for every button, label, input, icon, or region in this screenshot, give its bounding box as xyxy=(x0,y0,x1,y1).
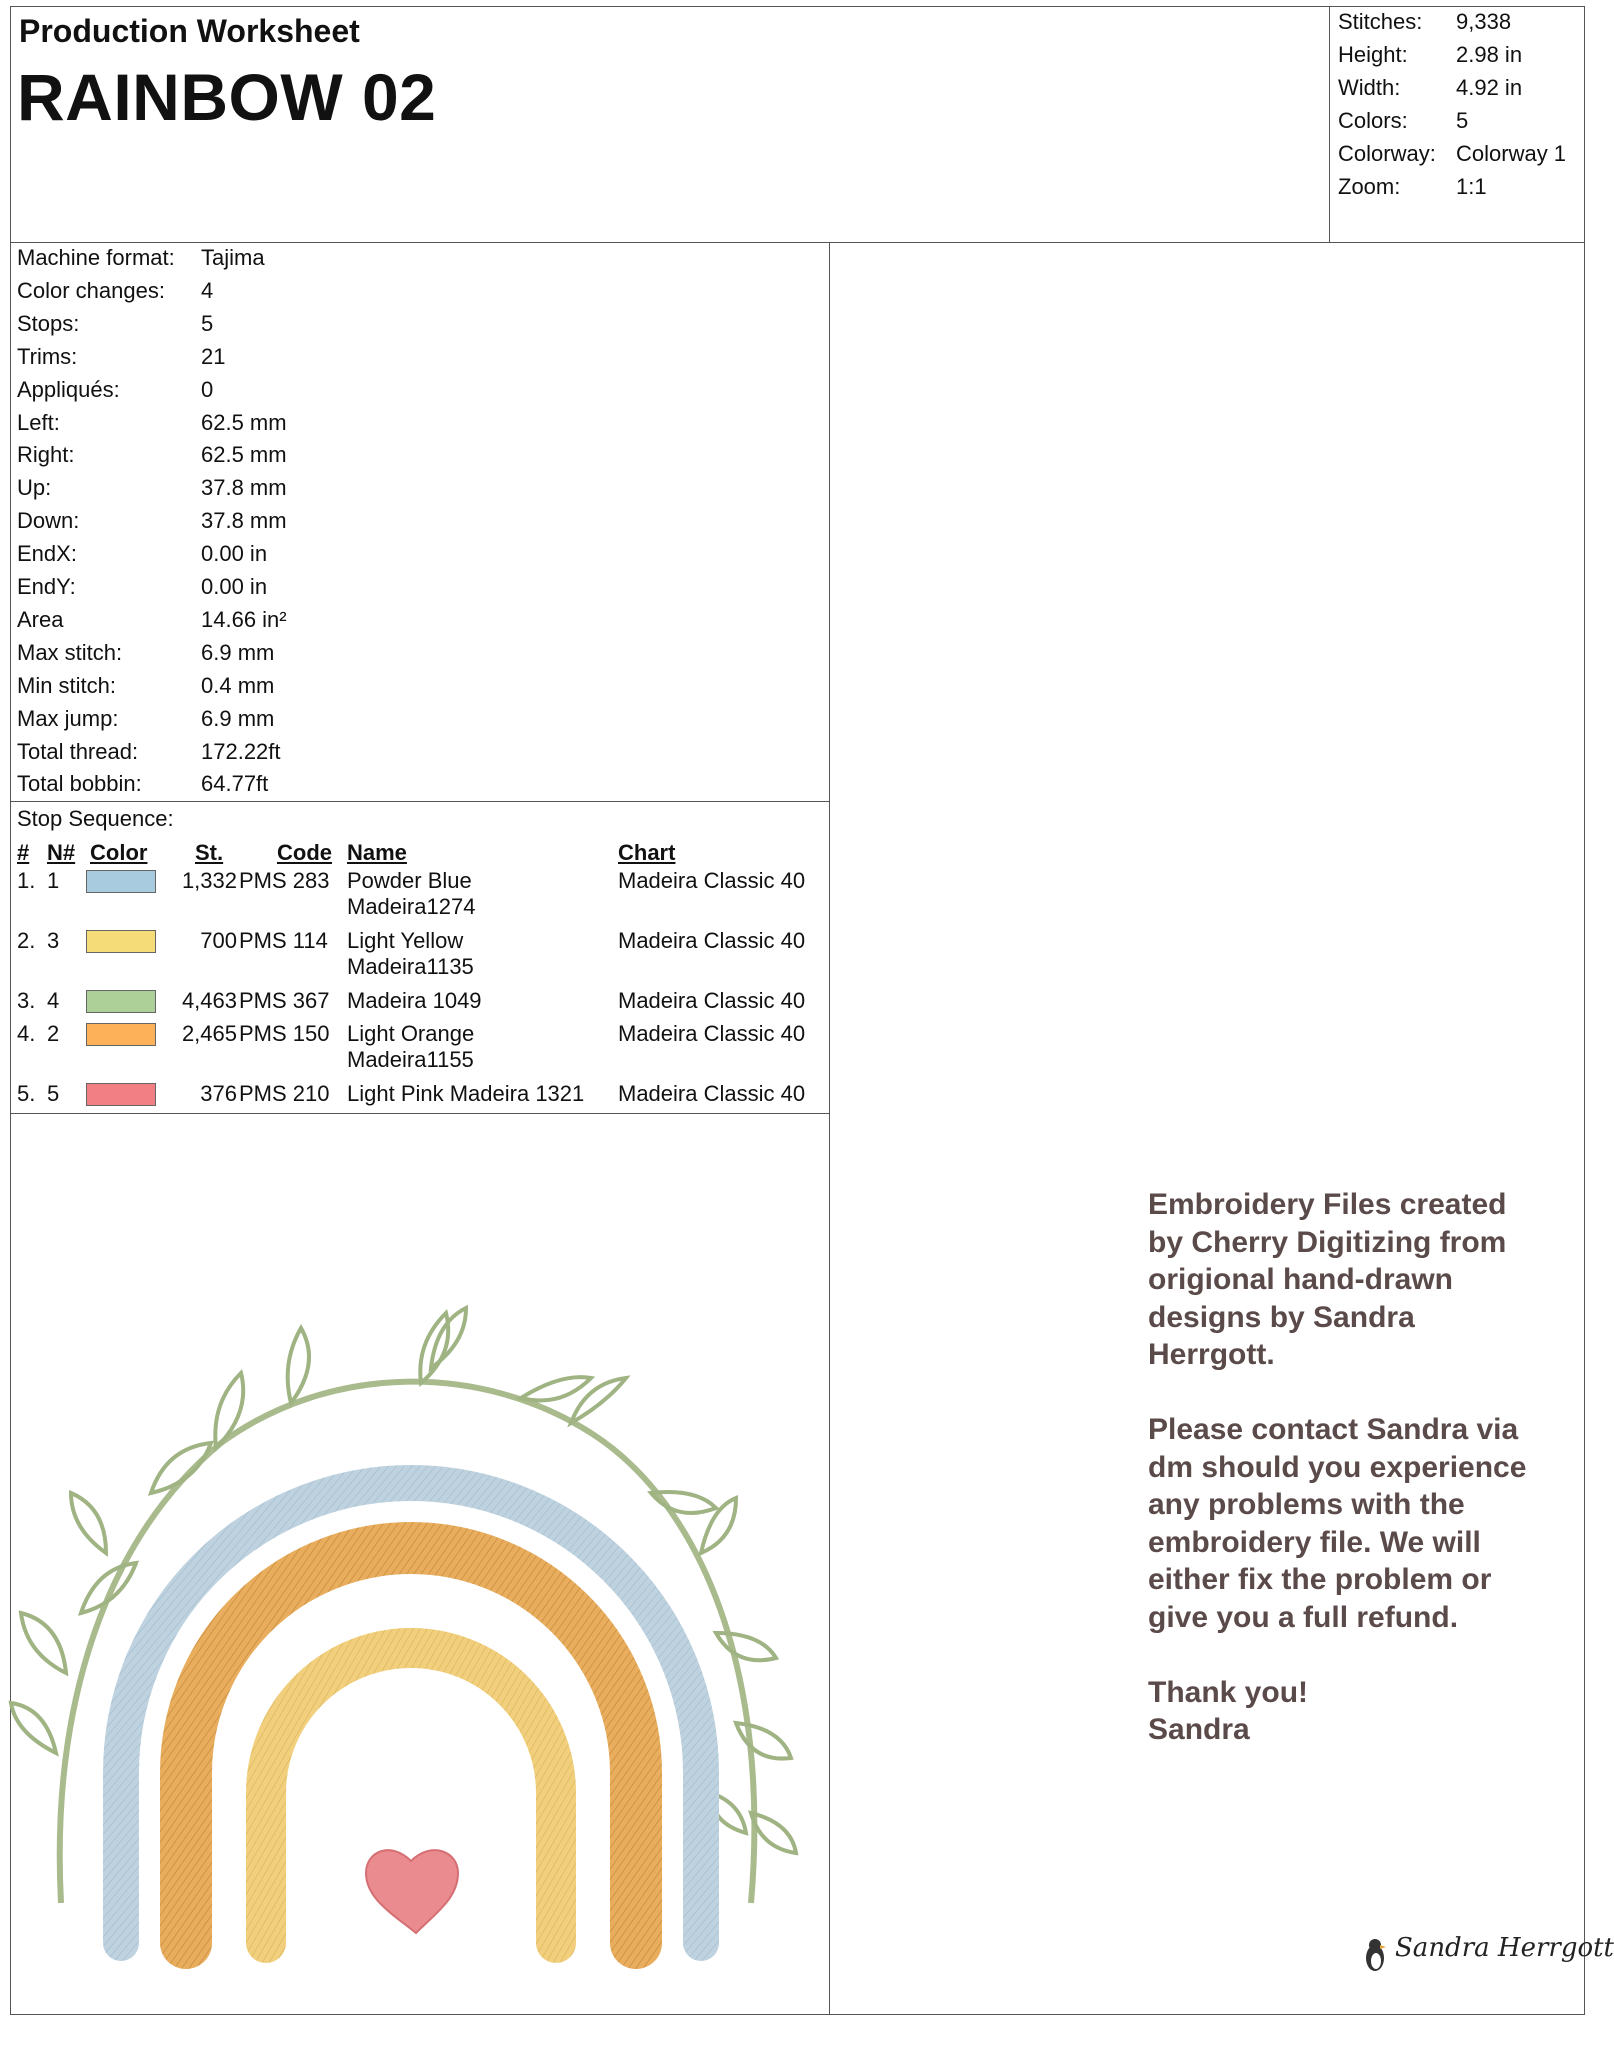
info-label: Right: xyxy=(17,442,75,468)
note-line: Sandra xyxy=(1148,1713,1250,1746)
info-value: 172.22ft xyxy=(201,738,281,764)
info-value: 0.00 in xyxy=(201,574,268,599)
info-label: Total thread: xyxy=(17,738,139,764)
info-row xyxy=(17,343,226,370)
row-name: Madeira 1049 xyxy=(347,988,482,1013)
note-line: Thank you! xyxy=(1148,1675,1309,1709)
design-name: RAINBOW 02 xyxy=(17,60,437,134)
color-swatch xyxy=(86,930,156,953)
note-line: either fix the problem or xyxy=(1148,1563,1492,1596)
info-label: EndY: xyxy=(17,574,76,599)
info-value: 21 xyxy=(201,343,226,369)
machine-info-panel xyxy=(10,242,830,2015)
col-header-stitches: St. xyxy=(195,840,224,865)
notes-panel xyxy=(829,242,1614,2015)
row-number: 4. xyxy=(17,1021,36,1046)
row-number: 5. xyxy=(17,1081,36,1106)
color-swatch xyxy=(86,1083,156,1106)
row-stitches: 700 xyxy=(200,928,237,953)
info-value: 0 xyxy=(201,376,214,402)
info-row xyxy=(17,738,281,765)
info-label: Max stitch: xyxy=(17,639,123,665)
row-stitches: 1,332 xyxy=(181,868,237,893)
col-header-code: Code xyxy=(277,840,332,865)
info-row xyxy=(17,639,275,666)
info-row xyxy=(17,508,287,534)
info-label: Color changes: xyxy=(17,277,165,303)
row-chart: Madeira Classic 40 xyxy=(618,928,806,953)
info-row xyxy=(17,442,287,468)
row-name: Light Pink Madeira 1321 xyxy=(347,1081,585,1106)
row-chart: Madeira Classic 40 xyxy=(618,1021,806,1046)
stat-colorway: Colorway: Colorway 1 xyxy=(1338,141,1567,166)
row-code: PMS 210 xyxy=(239,1081,330,1106)
info-row xyxy=(17,606,287,633)
info-row xyxy=(17,310,214,337)
note-line: Embroidery Files created xyxy=(1148,1188,1507,1221)
row-name: Light Yellow xyxy=(347,928,464,953)
row-number: 1. xyxy=(17,868,36,893)
info-row xyxy=(17,245,265,271)
info-value: 6.9 mm xyxy=(201,639,275,665)
note-line: Herrgott. xyxy=(1148,1338,1275,1371)
row-stitches: 2,465 xyxy=(181,1021,237,1046)
info-label: Left: xyxy=(17,409,60,435)
row-chart: Madeira Classic 40 xyxy=(618,988,806,1013)
info-row xyxy=(17,705,275,732)
row-code: PMS 150 xyxy=(239,1021,330,1046)
row-needle: 3 xyxy=(47,928,60,953)
col-header-chart: Chart xyxy=(618,840,676,865)
color-swatch xyxy=(86,990,156,1013)
row-stitches: 376 xyxy=(200,1081,237,1106)
row-name: Powder Blue xyxy=(347,868,472,893)
info-label: Appliqués: xyxy=(17,376,120,402)
note-line: give you a full refund. xyxy=(1148,1600,1459,1634)
row-name-line2: Madeira1274 xyxy=(347,894,476,919)
row-name-line2: Madeira1135 xyxy=(347,954,474,979)
row-needle: 5 xyxy=(47,1081,60,1106)
section-divider xyxy=(11,801,829,802)
signature-logo xyxy=(1360,1923,1614,1983)
color-swatch xyxy=(86,870,156,893)
info-value: 37.8 mm xyxy=(201,475,287,501)
note-line: embroidery file. We will xyxy=(1148,1525,1481,1559)
design-stats xyxy=(1329,6,1585,243)
row-needle: 1 xyxy=(47,868,60,893)
note-line: origional hand-drawn xyxy=(1148,1263,1453,1296)
info-value: 6.9 mm xyxy=(201,705,275,731)
row-needle: 2 xyxy=(47,1021,60,1046)
col-header-color: Color xyxy=(90,840,148,865)
info-value: 62.5 mm xyxy=(201,409,287,435)
color-swatch xyxy=(86,1023,156,1046)
info-value: 62.5 mm xyxy=(201,442,287,468)
info-row xyxy=(17,574,268,600)
info-value: 0.00 in xyxy=(201,541,268,567)
signature-text: Sandra Herrgott xyxy=(1395,1933,1614,1963)
note-line: dm should you experience xyxy=(1148,1450,1527,1484)
info-value: 4 xyxy=(201,277,214,303)
design-preview xyxy=(11,1113,829,2013)
info-label: Machine format: xyxy=(17,245,175,270)
info-row xyxy=(17,277,214,304)
note-line: by Cherry Digitizing from xyxy=(1148,1225,1507,1259)
worksheet-title: Production Worksheet xyxy=(19,13,360,49)
row-code: PMS 367 xyxy=(239,988,330,1013)
row-chart: Madeira Classic 40 xyxy=(618,868,806,893)
heart-shape xyxy=(366,1850,458,1933)
info-row xyxy=(17,541,268,567)
row-stitches: 4,463 xyxy=(181,988,237,1013)
stat-height: Height: 2.98 in xyxy=(1338,42,1523,67)
info-row xyxy=(17,672,275,699)
row-code: PMS 283 xyxy=(239,868,330,893)
info-value: 37.8 mm xyxy=(201,508,287,534)
info-label: Stops: xyxy=(17,310,80,336)
stat-width: Width: 4.92 in xyxy=(1338,75,1523,100)
col-header-num: # xyxy=(17,840,30,865)
info-label: Min stitch: xyxy=(17,672,117,698)
row-number: 2. xyxy=(17,928,36,953)
info-label: Area xyxy=(17,606,64,632)
info-label: EndX: xyxy=(17,541,77,567)
note-line: Please contact Sandra via xyxy=(1148,1413,1519,1446)
info-label: Down: xyxy=(17,508,80,534)
info-row xyxy=(17,771,269,797)
info-value: 0.4 mm xyxy=(201,672,275,698)
stat-zoom: Zoom: 1:1 xyxy=(1338,174,1487,199)
info-value: 14.66 in² xyxy=(201,606,287,632)
info-row xyxy=(17,409,287,436)
info-row xyxy=(17,475,287,501)
info-row xyxy=(17,376,214,403)
info-value: Tajima xyxy=(201,245,265,270)
col-header-needle: N# xyxy=(47,840,76,865)
info-value: 64.77ft xyxy=(201,771,269,797)
note-line: any problems with the xyxy=(1148,1488,1465,1521)
row-number: 3. xyxy=(17,988,36,1013)
row-chart: Madeira Classic 40 xyxy=(618,1081,806,1106)
row-needle: 4 xyxy=(47,988,60,1013)
col-header-name: Name xyxy=(347,840,407,865)
info-label: Trims: xyxy=(17,343,78,369)
row-code: PMS 114 xyxy=(239,928,328,953)
stat-stitches: Stitches: 9,338 xyxy=(1338,9,1512,34)
stop-sequence-title: Stop Sequence: xyxy=(17,806,174,831)
row-name: Light Orange xyxy=(347,1021,475,1046)
info-label: Max jump: xyxy=(17,705,119,731)
row-name-line2: Madeira1155 xyxy=(347,1047,474,1072)
note-line: designs by Sandra xyxy=(1148,1300,1415,1334)
info-label: Total bobbin: xyxy=(17,771,142,797)
stat-colors: Colors: 5 xyxy=(1338,108,1469,133)
info-value: 5 xyxy=(201,310,214,336)
info-label: Up: xyxy=(17,475,52,501)
